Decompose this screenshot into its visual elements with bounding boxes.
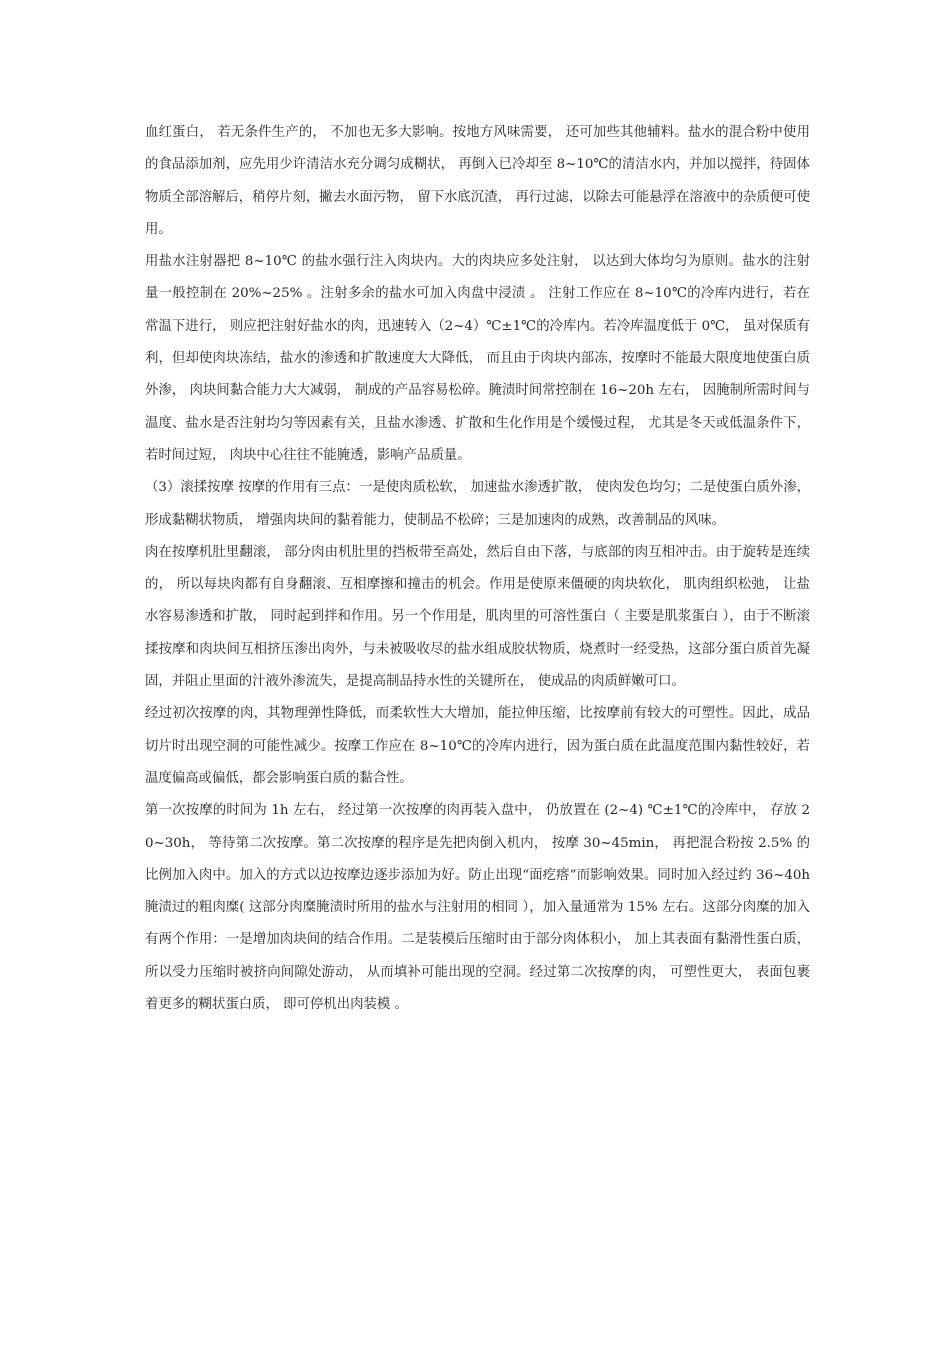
document-body: [145, 117, 810, 1021]
paragraph-brine-injection: 用盐水注射器把 8~10℃ 的盐水强行注入肉块内。大的肉块应多处注射， 以达到大体均匀为原则。盐水的注射量一般控制在 20%~25% 。注射多余的盐水可加入肉盘中浸渍 。 注射工作应在 8~10℃的冷库内进行，若在常温下进行， 则应把注射好盐水的肉，迅速转入（2~4）℃±1℃的冷库内。若冷库温度低于 0℃， 虽对保质有利，但却使肉块冻结，盐水的渗透和扩散速度大大降低， 而且由于肉块内部冻，按摩时不能最大限度地使蛋白质外渗， 肉块间黏合能力大大减弱， 制成的产品容易松碎。腌渍时间常控制在 16~20h 左右， 因腌制所需时间与温度、盐水是否注射均匀等因素有关，且盐水渗透、扩散和生化作用是个缓慢过程， 尤其是冬天或低温条件下， 若时间过短， 肉块中心往往不能腌透，影响产品质量。: [145, 254, 810, 463]
paragraph-tumbler-mechanism: 肉在按摩机肚里翻滚， 部分肉由机肚里的挡板带至高处，然后自由下落，与底部的肉互相冲击。由于旋转是连续的， 所以每块肉都有自身翻滚、互相摩擦和撞击的机会。作用是使原来僵硬的肉块软化， 肌肉组织松弛， 让盐水容易渗透和扩散， 同时起到拌和作用。另一个作用是，肌肉里的可溶性蛋白（ 主要是肌浆蛋白 ），由于不断滚揉按摩和肉块间互相挤压渗出肉外，与未被吸收尽的盐水组成胶状物质，烧煮时一经受热，这部分蛋白质首先凝固，并阻止里面的汁液外渗流失，是提高制品持水性的关键所在， 使成品的肉质鲜嫩可口。: [145, 544, 810, 690]
paragraph-second-massage: 第一次按摩的时间为 1h 左右， 经过第一次按摩的肉再装入盘中， 仍放置在 (2~4) ℃±1℃的冷库中， 存放 20~30h， 等待第二次按摩。第二次按摩的程序是先把肉倒入机内， 按摩 30~45min， 再把混合粉按 2.5% 的比例加入肉中。加入的方式以边按摩边逐步添加为好。防止出现“面疙瘩”而影响效果。同时加入经过约 36~40h 腌渍过的粗肉糜( 这部分肉糜腌渍时所用的盐水与注射用的相同 ），加入量通常为 15% 左右。这部分肉糜的加入有两个作用：一是增加肉块间的结合作用。二是装模后压缩时由于部分肉体积小， 加上其表面有黏滑性蛋白质， 所以受力压缩时被挤向间隙处游动， 从而填补可能出现的空洞。经过第二次按摩的肉， 可塑性更大， 表面包裹着更多的糊状蛋白质， 即可停机出肉装模 。: [145, 803, 810, 1013]
paragraph-brine-preparation: 血红蛋白， 若无条件生产的， 不加也无多大影响。按地方风味需要， 还可加些其他辅料。盐水的混合粉中使用的食品添加剂，应先用少许清洁水充分调匀成糊状， 再倒入已冷却至 8~10℃的清洁水内，并加以搅拌，待固体物质全部溶解后，稍停片刻，撇去水面污物， 留下水底沉渣， 再行过滤，以除去可能悬浮在溶液中的杂质便可使用。: [145, 125, 810, 237]
paragraph-tumbling-massage: （3）滚揉按摩 按摩的作用有三点：一是使肉质松软， 加速盐水渗透扩散， 使肉发色均匀；二是使蛋白质外渗，形成黏糊状物质， 增强肉块间的黏着能力，使制品不松碎；三是加速肉的成熟，改善制品的风味。: [145, 480, 810, 528]
paragraph-first-massage-effect: 经过初次按摩的肉，其物理弹性降低，而柔软性大大增加，能拉伸压缩，比按摩前有较大的可塑性。因此，成品切片时出现空洞的可能性减少。按摩工作应在 8~10℃的冷库内进行，因为蛋白质在此温度范围内黏性较好，若温度偏高或偏低，都会影响蛋白质的黏合性。: [145, 706, 810, 786]
